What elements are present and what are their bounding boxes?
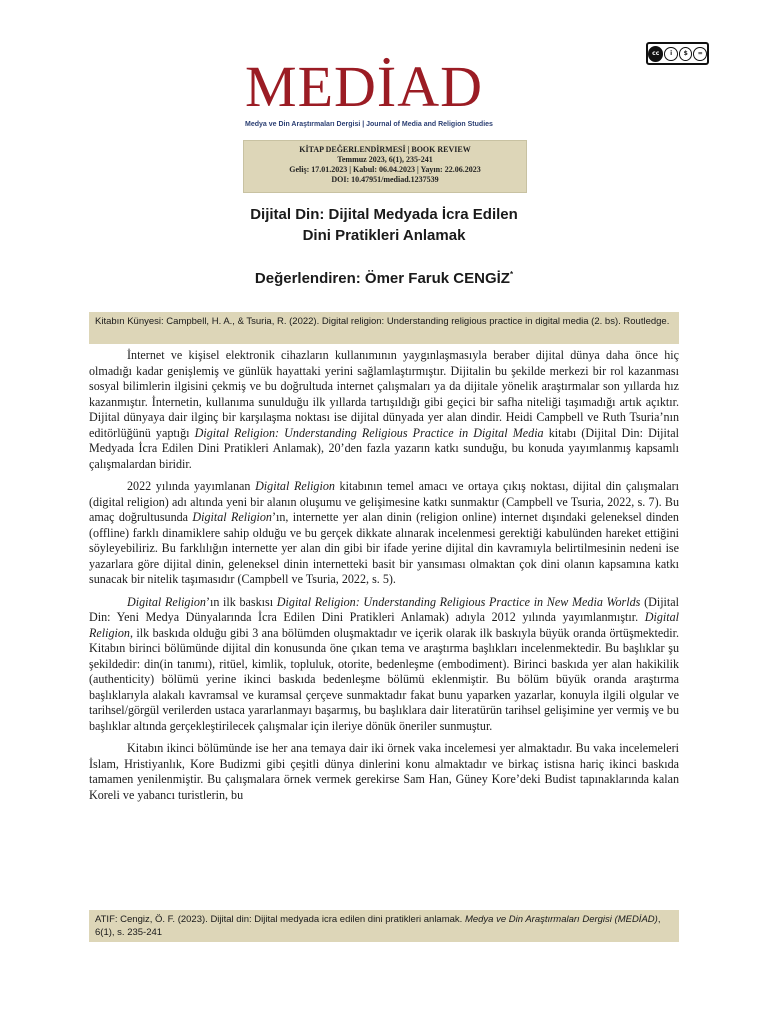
citation-text: ATIF: Cengiz, Ö. F. (2023). Dijital din: Dijital medyada icra edilen dini pratikleri anlamak. xyxy=(95,914,463,925)
article-title xyxy=(0,204,768,246)
title-line-2: Dini Pratikleri Anlamak xyxy=(302,227,466,244)
title-line-1: Dijital Din: Dijital Medyada İcra Edilen xyxy=(250,206,518,223)
book-citation-box xyxy=(89,312,679,344)
citation-journal: Medya ve Din Araştırmaları Dergisi (MEDİAD) xyxy=(462,914,658,925)
noncommercial-icon: $ xyxy=(679,47,693,61)
publication-dates: Geliş: 17.01.2023 | Kabul: 06.04.2023 | Yayın: 22.06.2023 xyxy=(289,165,481,174)
reviewer xyxy=(0,265,768,289)
article-body xyxy=(89,348,679,810)
journal-subtitle: Medya ve Din Araştırmaları Dergisi | Journal of Media and Religion Studies xyxy=(245,121,493,128)
book-citation-label: Kitabın Künyesi: xyxy=(95,316,164,327)
doi[interactable]: DOI: 10.47951/mediad.1237539 xyxy=(331,175,439,184)
article-type: KİTAP DEĞERLENDİRMESİ | BOOK REVIEW xyxy=(299,145,471,154)
license-badge xyxy=(646,42,709,65)
paragraph-4: Kitabın ikinci bölümünde ise her ana temaya dair iki örnek vaka incelemesi yer almaktadır. Bu vaka incelemeleri İslam, Hristiyanlık, Kore Budizmi gibi çeşitli dünya dinlerini konu almaktadır ve birkaç istisna hariç ikinci baskıda tamamen yenilenmiştir. Bu çalışmalara örnek vermek gerekirse Sam Han, Güney Kore’deki Budist tapınaklarında kalan Koreli ve yabancı turistlerin, bu xyxy=(89,741,679,802)
footnote-mark[interactable]: * xyxy=(509,270,514,279)
paragraph-2: 2022 yılında yayımlanan Digital Religion kitabının temel amacı ve ortaya çıkış noktası, dijital din çalışmaları (digital religion) adı altında yeni bir alanın oluşumu ve gelişimesine katkı sunmaktır (Campbell ve Tsuria, 2022, s. 7). Bu amaç doğrultusunda Digital Religion’ın, internette yer alan dinin (religion online) internet dışındaki geleneksel dinden (offline) farklı dinamiklere sahip olduğu ve bu gerçek dikkate alınarak incelenmesi gerektiği kabulünden hareket ettiğini söyleyebiliriz. Bu farklılığın internette yer alan din gibi bir ifade yerine dijital din kavramıyla belirtilmesinin nedeni ise yazarlara göre dijital dinin, geleneksel dinin internetteki basit bir yansıması olmaktan çok dini olanın kapsamına katkı sunacak bir nitelik taşımasıdır (Campbell ve Tsuria, 2022, s. 5). xyxy=(89,479,679,586)
noderivatives-icon: = xyxy=(693,47,707,61)
issue-info: Temmuz 2023, 6(1), 235-241 xyxy=(337,155,433,164)
attribution-icon: i xyxy=(664,47,678,61)
article-meta-box xyxy=(243,140,527,193)
creative-commons-icon: cc xyxy=(648,46,663,62)
paragraph-3: Digital Religion’ın ilk baskısı Digital Religion: Understanding Religious Practice in New Media Worlds (Dijital Din: Yeni Medya Dünyalarında İcra Edilen Dini Pratikleri Anlamak) adıyla 2012 yılında yayımlanmıştır. Digital Religion, ilk baskıda olduğu gibi 3 ana bölümden oluşmaktadır ve içerik olarak ilk baskıyla büyük oranda örtüşmektedir. Kitabın birinci bölümünde dijital din konusunda öne çıkan tema ve araştırma başlıkları incelenmektedir. Bu başlıklar şu şekildedir: din(in tanımı), ritüel, kimlik, topluluk, otorite, bedenleşme (embodiment). Birinci baskıda yer alan hakikilik (authenticity) bölümü yerine ikinci baskıda bedenleşme bölümü eklenmiştir. Bu bölüm büyük oranda araştırma başlıklarıyla alakalı kavramsal ve kuramsal çerçeve sunmaktadır fakat bunu yaparken yazarlar, konuyla ilgili olgular ve tarihsel/görgül verilerden ustaca yararlanmayı başarmış, bu başlıklara dair literatürün tarihsel gelişimine yer vermiş ve bu başlıklar altında gerçekleştirilecek çalışmalar için ileriye dönük öneriler sunmuştur. xyxy=(89,594,680,733)
paragraph-1: İnternet ve kişisel elektronik cihazların kullanımının yaygınlaşmasıyla beraber dijital dünya daha önce hiç olmadığı kadar genişlemiş ve günlük hayattaki yerini sağlamlaştırmıştır. Dijitalin bu şekilde merkezi bir rol kazanması sosyal bilimlerin ilgisini çekmiş ve bu doğrultuda internet çalışmaları ya da dijitale yönelik araştırmalar son yıllarda hız kazanmıştır. İnternetin, kullanıma sunulduğu ilk yıllarda tartışıldığı gibi geçici bir safha niteliği taşımadığı artık açıktır. Dijital dünyaya dair ilginç bir karşılaşma noktası ise dijital dünyada yer alan dindir. Heidi Campbell ve Ruth Tsuria’nın editörlüğünü yaptığı Digital Religion: Understanding Religious Practice in Digital Media kitabı (Dijital Din: Dijital Medyada İcra Edilen Dini Pratikleri Anlamak), 20’den fazla yazarın katkı sunduğu, bu konuda yayımlanmış kapsamlı çalışmalardan biridir. xyxy=(89,348,679,471)
citation-issue: , 6(1), s. 235-241 xyxy=(95,914,661,938)
book-citation-text: Campbell, H. A., & Tsuria, R. (2022). Digital religion: Understanding religious practice in digital media (2. bs). Routledge. xyxy=(166,316,670,327)
journal-logo: MEDİAD xyxy=(245,54,483,119)
citation-footer-box xyxy=(89,910,679,942)
reviewer-name: Değerlendiren: Ömer Faruk CENGİZ xyxy=(254,270,510,287)
